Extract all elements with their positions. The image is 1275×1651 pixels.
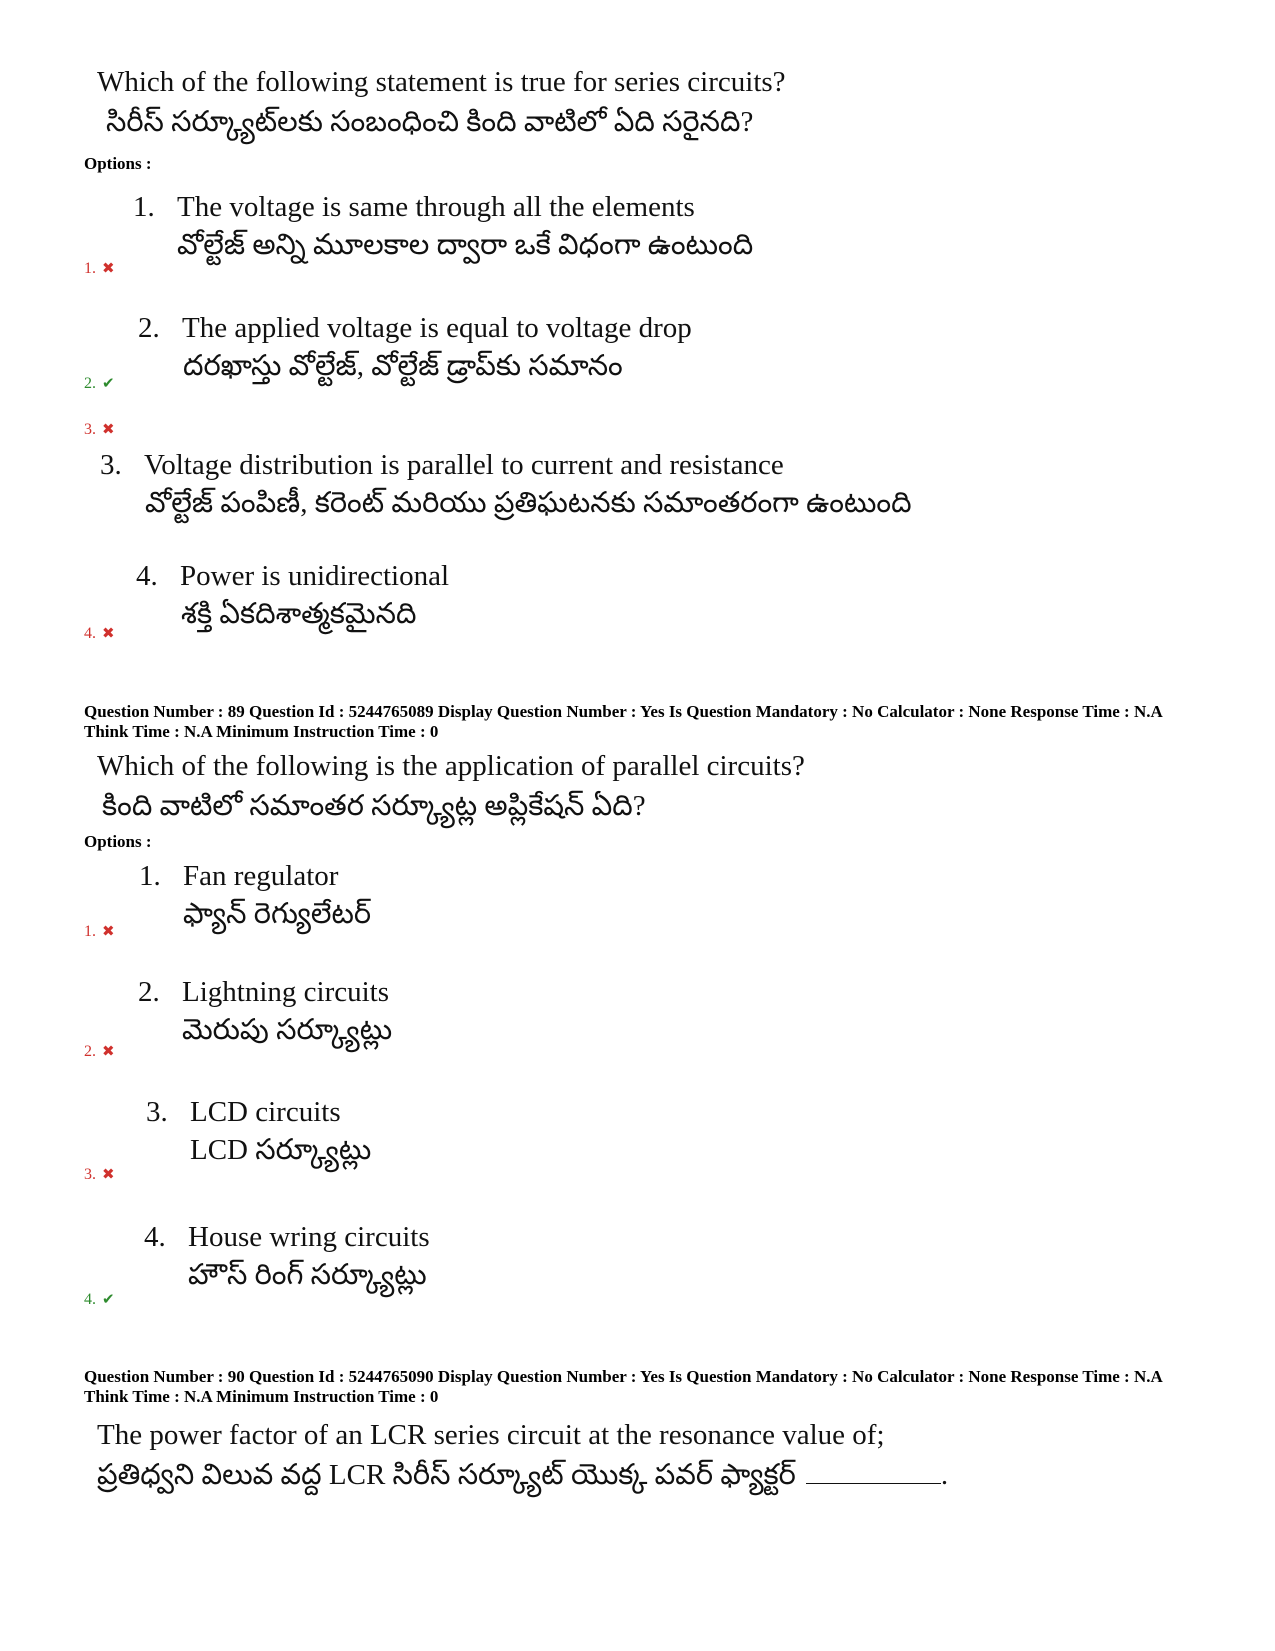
wrong-mark: 3. ✖ (84, 420, 115, 438)
cross-icon: ✖ (102, 922, 115, 940)
question-text-te: ప్రతిధ్వని విలువ వద్ద LCR సిరీస్ సర్క్యూట్ యొక్క పవర్ ఫ్యాక్టర్ (97, 1459, 796, 1491)
option-text-te: వోల్టేజ్ అన్ని మూలకాల ద్వారా ఒకే విధంగా ఉంటుంది (177, 229, 754, 261)
option-number: 4. (144, 1221, 166, 1253)
option-text-te: మెరుపు సర్క్యూట్లు (182, 1014, 393, 1046)
cross-icon: ✖ (102, 624, 115, 642)
option-label-en: LCD circuits (190, 1096, 341, 1128)
option-text-te: హౌస్ రింగ్ సర్క్యూట్లు (188, 1259, 427, 1291)
question-text-te: సిరీస్ సర్క్యూట్‌లకు సంబంధించి కింది వాటిలో ఏది సరైనది? (106, 106, 754, 138)
cross-icon: ✖ (102, 420, 115, 438)
cross-icon: ✖ (102, 259, 115, 277)
option-label-en: Lightning circuits (182, 976, 389, 1008)
option-text-en (139, 857, 338, 895)
option-text-te: LCD సర్క్యూట్లు (190, 1134, 372, 1166)
option-text-en (138, 973, 389, 1011)
correct-mark: 2. ✔ (84, 374, 115, 392)
question-meta: Question Number : 90 Question Id : 5244765090 Display Question Number : Yes Is Question Mandatory : No Calculator : None Response Time : N.A Think Time : N.A Minimum Instruction Time : 0 (84, 1367, 1162, 1406)
question-text-en: Which of the following statement is true for series circuits? (97, 66, 786, 98)
options-label: Options : (84, 154, 152, 173)
wrong-mark: 3. ✖ (84, 1165, 115, 1183)
option-number: 3. (100, 449, 122, 481)
option-text-te: ఫ్యాన్ రెగ్యులేటర్ (183, 898, 372, 930)
option-label-en: Fan regulator (183, 860, 339, 892)
option-text-en (144, 1218, 430, 1256)
option-text-en (133, 188, 695, 226)
option-label-en: The applied voltage is equal to voltage drop (182, 312, 692, 344)
answer-blank (806, 1482, 941, 1484)
correct-mark: 4. ✔ (84, 1290, 115, 1308)
option-label-en: Voltage distribution is parallel to current and resistance (144, 449, 784, 481)
wrong-mark: 2. ✖ (84, 1042, 115, 1060)
check-icon: ✔ (102, 374, 115, 392)
option-number: 2. (138, 312, 160, 344)
option-label-en: House wring circuits (188, 1221, 430, 1253)
option-number: 4. (136, 560, 158, 592)
check-icon: ✔ (102, 1290, 115, 1308)
cross-icon: ✖ (102, 1165, 115, 1183)
options-label: Options : (84, 832, 152, 851)
option-text-en (100, 446, 784, 484)
option-text-en (146, 1093, 341, 1131)
wrong-mark: 1. ✖ (84, 922, 115, 940)
option-text-te: శక్తి ఏకదిశాత్మకమైనది (181, 598, 417, 630)
option-text-en (136, 557, 449, 595)
option-number: 2. (138, 976, 160, 1008)
question-text-en: The power factor of an LCR series circuit at the resonance value of; (97, 1419, 885, 1451)
cross-icon: ✖ (102, 1042, 115, 1060)
option-number: 1. (139, 860, 161, 892)
question-text-te-line (97, 1455, 948, 1495)
option-label-en: The voltage is same through all the elements (177, 191, 695, 223)
question-text-te: కింది వాటిలో సమాంతర సర్క్యూట్ల అప్లికేషన్ ఏది? (102, 790, 646, 822)
wrong-mark: 4. ✖ (84, 624, 115, 642)
sentence-period: . (940, 1459, 949, 1491)
option-number: 1. (133, 191, 155, 223)
option-text-te: దరఖాస్తు వోల్టేజ్, వోల్టేజ్ డ్రాప్‌కు సమానం (183, 350, 623, 382)
option-number: 3. (146, 1096, 168, 1128)
option-text-en (138, 309, 692, 347)
question-text-en: Which of the following is the application of parallel circuits? (97, 750, 805, 782)
option-label-en: Power is unidirectional (180, 560, 450, 592)
option-text-te: వోల్టేజ్ పంపిణీ, కరెంట్ మరియు ప్రతిఘటనకు సమాంతరంగా ఉంటుంది (145, 487, 912, 519)
wrong-mark: 1. ✖ (84, 259, 115, 277)
question-meta: Question Number : 89 Question Id : 5244765089 Display Question Number : Yes Is Question Mandatory : No Calculator : None Response Time : N.A Think Time : N.A Minimum Instruction Time : 0 (84, 702, 1162, 741)
